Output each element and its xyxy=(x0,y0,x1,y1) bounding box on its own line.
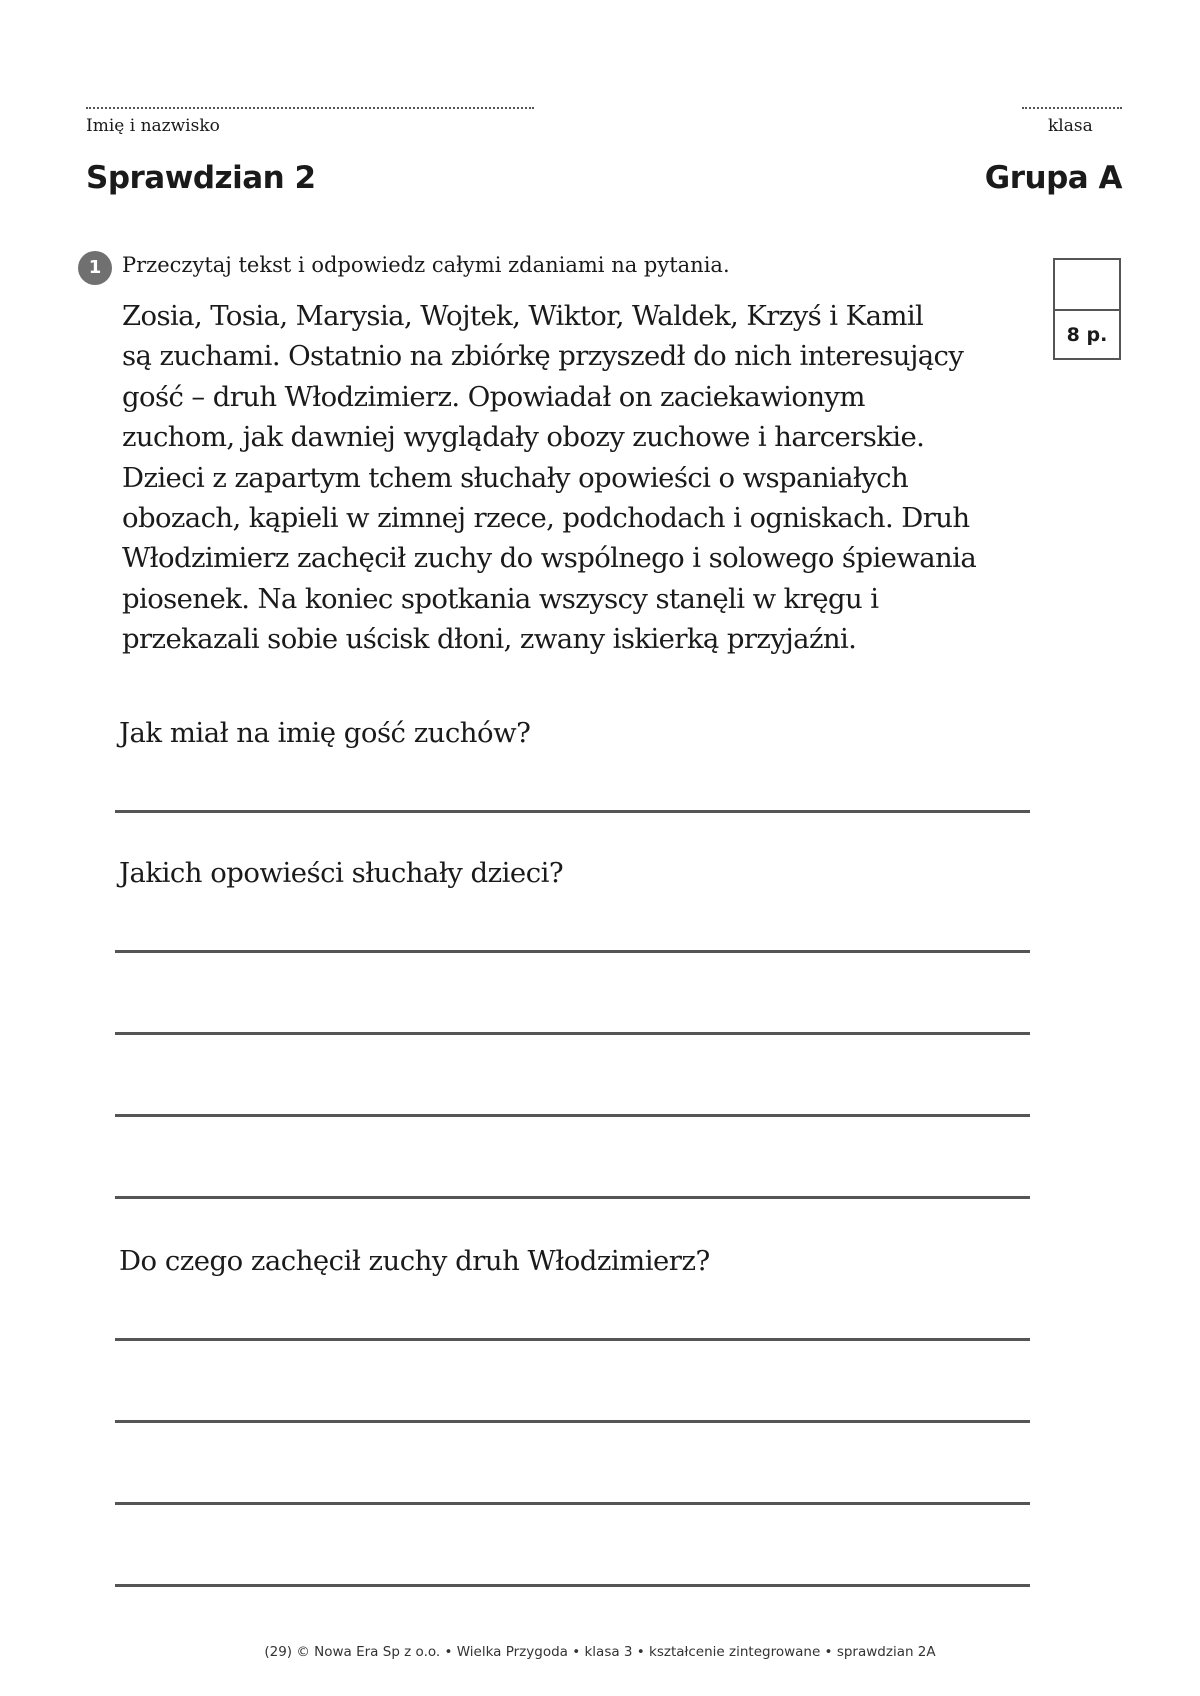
answer-line[interactable] xyxy=(115,950,1030,953)
group-label: Grupa A xyxy=(984,160,1122,196)
class-dotted-line[interactable] xyxy=(1022,107,1122,109)
points-label: 8 p. xyxy=(1066,324,1108,346)
task-instruction: Przeczytaj tekst i odpowiedz całymi zdaniami na pytania. xyxy=(122,253,730,277)
name-dotted-line[interactable] xyxy=(86,107,534,109)
passage-line: przekazali sobie uścisk dłoni, zwany iskierką przyjaźni. xyxy=(122,623,857,656)
task-number-badge: 1 xyxy=(78,251,112,285)
reading-passage xyxy=(122,296,1062,660)
answer-line[interactable] xyxy=(115,1584,1030,1587)
passage-line: Zosia, Tosia, Marysia, Wojtek, Wiktor, Waldek, Krzyś i Kamil xyxy=(122,300,924,332)
question-3: Do czego zachęcił zuchy druh Włodzimierz? xyxy=(119,1245,710,1277)
answer-line[interactable] xyxy=(115,1502,1030,1505)
passage-line: obozach, kąpieli w zimnej rzece, podchodach i ogniskach. Druh xyxy=(122,502,970,535)
points-box xyxy=(1053,258,1121,360)
page-footer: (29) © Nowa Era Sp z o.o. • Wielka Przygoda • klasa 3 • kształcenie zintegrowane • sprawdzian 2A xyxy=(264,1644,936,1660)
page-title: Sprawdzian 2 xyxy=(86,160,316,196)
answer-line[interactable] xyxy=(115,1338,1030,1341)
passage-line: Dzieci z zapartym tchem słuchały opowieści o wspaniałych xyxy=(122,461,909,494)
answer-line[interactable] xyxy=(115,1114,1030,1117)
answer-line[interactable] xyxy=(115,1032,1030,1035)
answer-line[interactable] xyxy=(115,810,1030,813)
answer-line[interactable] xyxy=(115,1420,1030,1423)
name-label: Imię i nazwisko xyxy=(86,116,220,136)
passage-line: piosenek. Na koniec spotkania wszyscy stanęli w kręgu i xyxy=(122,582,879,615)
passage-line: są zuchami. Ostatnio na zbiórkę przyszedł do nich interesujący xyxy=(122,340,964,373)
answer-line[interactable] xyxy=(115,1196,1030,1199)
question-1: Jak miał na imię gość zuchów? xyxy=(119,717,531,749)
passage-line: gość – druh Włodzimierz. Opowiadał on zaciekawionym xyxy=(122,380,865,413)
passage-line: zuchom, jak dawniej wyglądały obozy zuchowe i harcerskie. xyxy=(122,421,925,454)
class-label: klasa xyxy=(1048,116,1093,136)
score-field[interactable] xyxy=(1055,260,1119,311)
passage-line: Włodzimierz zachęcił zuchy do wspólnego i solowego śpiewania xyxy=(122,542,977,575)
question-2: Jakich opowieści słuchały dzieci? xyxy=(119,857,564,889)
